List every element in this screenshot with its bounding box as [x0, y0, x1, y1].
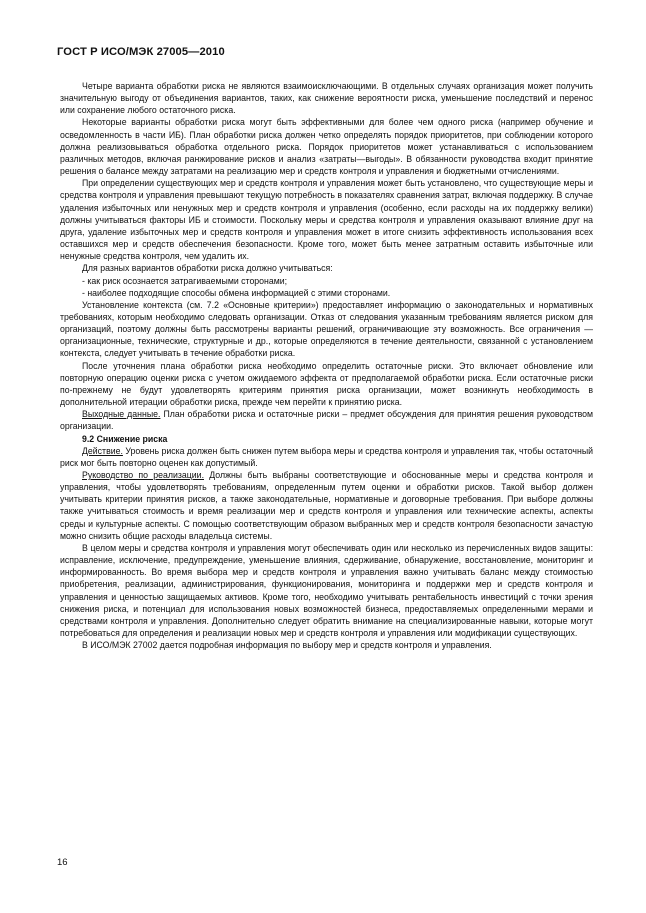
- implementation-guidance-label: Руководство по реализации.: [82, 470, 204, 480]
- list-item: - наиболее подходящие способы обмена информацией с этими сторонами.: [82, 287, 391, 298]
- paragraph: При определении существующих мер и средств контроля и управления может быть установлено, что существующие меры и средства контроля и управления превышают текущую потребность в показателях сравнения затрат, включая поддержку. В случае удаления избыточных или ненужных мер и средств контроля и управления (особенно, если расходы на их поддержку велики) должны учитываться факторы ИБ и стоимости. Поскольку меры и средства контроля и управления оказывают влияние друг на друга, удаление избыточных мер и средств контроля и управления может в итоге снизить эффективность использования всех оставшихся мер и средств обеспечения безопасности. Кроме того, может быть менее затратным оставить избыточные или ненужные средства контроля, чем удалить их.: [60, 178, 593, 262]
- paragraph: Установление контекста (см. 7.2 «Основные критерии») предоставляет информацию о законодательных и нормативных требованиях, которым необходимо следовать организации. Отказ от следования указанным требованиям является риском для организаций, поэтому должны быть рассмотрены варианты решений, ограничивающие эту возможность. Все ограничения — организационные, технические, структурные и др., которые определяются в течение деятельности, связанной с установлением контекста, следует учитывать в течение обработки риска.: [60, 299, 593, 359]
- paragraph: Для разных вариантов обработки риска должно учитываться:: [82, 263, 333, 274]
- paragraph: Некоторые варианты обработки риска могут быть эффективными для более чем одного риска (например обучение и осведомленность в части ИБ). План обработки риска должен четко определять порядок приоритетов, при соблюдении которого должна реализовываться обработка отдельного риска. Порядок приоритетов может устанавливаться с использованием различных методов, включая ранжирование рисков и анализ «затраты—выгоды». В обязанности руководства входит принятие решения о балансе между затратами на реализацию мер и средств контроля и управления и бюджетными отчислениями.: [60, 117, 593, 177]
- action-label: Действие.: [82, 445, 123, 456]
- paragraph: После уточнения плана обработки риска необходимо определить остаточные риски. Это включает обновление или повторную операцию оценки риска с учетом ожидаемого эффекта от предполагаемой обработки риска. Если остаточные риски по-прежнему не будут удовлетворять критериям принятия риска организации, может возникнуть необходимость в дополнительной итерации обработки риска, прежде чем перейти к принятию риска.: [60, 360, 593, 408]
- paragraph: Четыре варианта обработки риска не являются взаимоисключающими. В отдельных случаях организация может получить значительную выгоду от объединения вариантов, таких, как снижение вероятности риска, уменьшение последствий и перенос или сохранение любого остаточного риска.: [60, 81, 593, 116]
- list-item: - как риск осознается затрагиваемыми сторонами;: [82, 275, 288, 286]
- paragraph-text: План обработки риска и остаточные риски – предмет обсуждения для принятия решения руководством организации.: [60, 409, 594, 432]
- paragraph-text: Должны быть выбраны соответствующие и обоснованные меры и средства контроля и управления, чтобы удовлетворять требованиям, определенным путем оценки и обработки рисков. Такой выбор должен учитывать критерии принятия рисков, а также законодательные, нормативные и договорные требования. При выборе должны также учитываться стоимость и время реализации мер и средств контроля и управления или технические аспекты, аспекты среды и культурные аспекты. С помощью соответствующим образом выбранных мер и средств контроля безопасности зачастую можно снизить общие расходы владельца системы.: [60, 470, 593, 541]
- paragraph: [60, 408, 593, 432]
- document-header: ГОСТ Р ИСО/МЭК 27005—2010: [57, 46, 225, 58]
- paragraph: В целом меры и средства контроля и управления могут обеспечивать один или несколько из перечисленных видов защиты: исправление, исключение, предупреждение, уменьшение влияния, сдерживание, обнаружение, восстановление, мониторинг и информированность. Во время выбора мер и средств контроля и управления важно учитывать баланс между стоимостью приобретения, реализации, администрирования, функционирования, мониторинга и поддержки мер и средств контроля и управления и ценностью защищаемых активов. Кроме того, необходимо учитывать рентабельность инвестиций с точки зрения снижения риска, и потенциал для использования новых возможностей бизнеса, предоставляемых определенными мерами и средствами контроля и управления. Дополнительно следует обратить внимание на специализированные навыки, которые могут потребоваться для определения и реализации новых мер и средств контроля и управления или модификации существующих.: [60, 542, 593, 639]
- page-number: 16: [57, 857, 68, 868]
- section-heading: 9.2 Снижение риска: [82, 433, 168, 444]
- paragraph-text: Уровень риска должен быть снижен путем выбора меры и средства контроля и управления так, чтобы остаточный риск мог быть повторно оценен как допустимый.: [60, 445, 593, 468]
- paragraph: В ИСО/МЭК 27002 дается подробная информация по выбору мер и средств контроля и управления.: [82, 640, 492, 651]
- paragraph: [60, 469, 593, 542]
- output-data-label: Выходные данные.: [82, 409, 161, 420]
- paragraph: [60, 445, 593, 469]
- document-body: [60, 80, 593, 651]
